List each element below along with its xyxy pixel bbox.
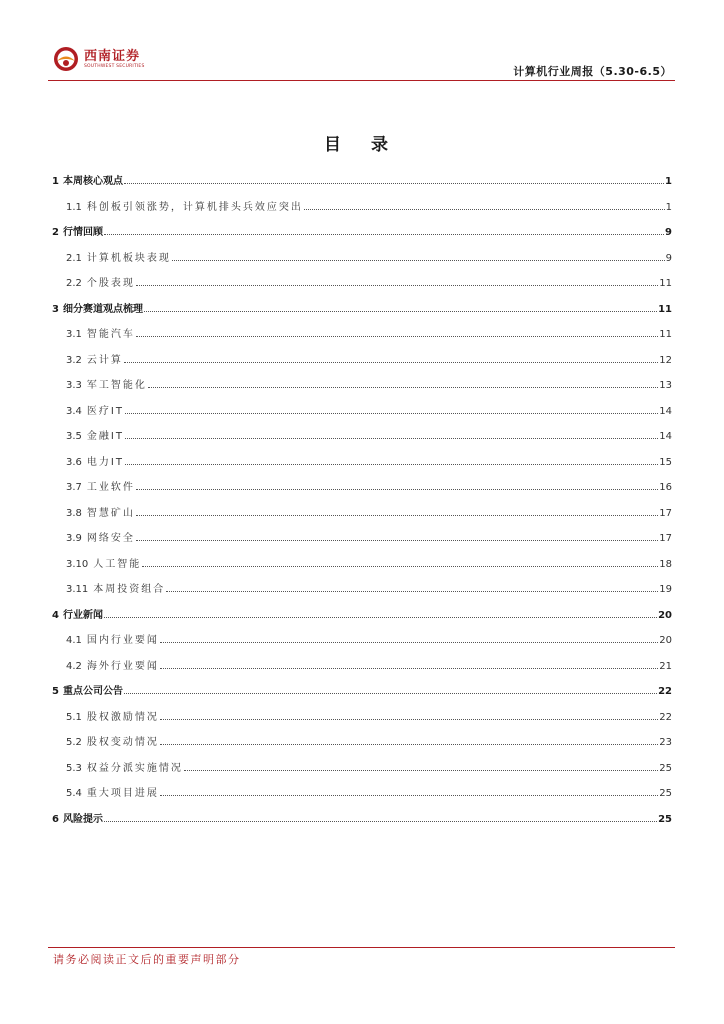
- toc-entry-number: 3.2: [66, 354, 82, 366]
- toc-entry-number: 3: [52, 303, 59, 315]
- toc-entry-number: 3.8: [66, 507, 82, 519]
- toc-entry-label: 海外行业要闻: [86, 660, 159, 672]
- toc-entry-chapter[interactable]: [52, 295, 672, 315]
- toc-entry-section[interactable]: [52, 269, 672, 289]
- toc-dot-leader: [124, 361, 658, 363]
- toc-entry-section[interactable]: [52, 626, 672, 646]
- toc-entry-page: 14: [659, 431, 672, 442]
- toc-entry-label: 医疗IT: [86, 405, 124, 417]
- toc-entry-chapter[interactable]: [52, 218, 672, 238]
- toc-entry-number: 2.2: [66, 278, 82, 289]
- toc-entry-section[interactable]: [52, 524, 672, 544]
- toc-entry-number: 1.1: [66, 201, 82, 213]
- toc-entry-page: 9: [665, 227, 672, 238]
- toc-dot-leader: [144, 310, 657, 312]
- toc-dot-leader: [125, 463, 658, 465]
- toc-entry-page: 17: [659, 507, 672, 519]
- toc-dot-leader: [160, 641, 658, 643]
- toc-entry-page: 9: [665, 252, 672, 264]
- toc-dot-leader: [136, 514, 658, 516]
- toc-entry-section[interactable]: [52, 703, 672, 723]
- toc-entry-label: 金融IT: [86, 431, 124, 442]
- toc-dot-leader: [160, 667, 658, 669]
- toc-entry-section[interactable]: [52, 397, 672, 417]
- toc-entry-section[interactable]: [52, 728, 672, 748]
- toc-entry-number: 4.2: [66, 660, 82, 672]
- toc-entry-page: 15: [659, 456, 672, 468]
- toc-entry-page: 22: [658, 686, 672, 697]
- toc-entry-number: 5.4: [66, 788, 82, 799]
- toc-dot-leader: [160, 794, 658, 796]
- toc-entry-page: 13: [659, 380, 672, 391]
- toc-entry-page: 18: [659, 558, 672, 570]
- toc-entry-section[interactable]: [52, 779, 672, 799]
- toc-entry-page: 1: [665, 176, 672, 187]
- toc-entry-label: 军工智能化: [86, 380, 147, 391]
- toc-entry-chapter[interactable]: [52, 601, 672, 621]
- toc-entry-page: 25: [659, 762, 672, 774]
- toc-entry-label: 行情回顾: [62, 227, 103, 238]
- toc-entry-number: 4: [52, 609, 59, 621]
- footer-disclaimer: 请务必阅读正文后的重要声明部分: [53, 953, 241, 966]
- logo-name-en: SOUTHWEST SECURITIES: [84, 63, 145, 69]
- toc-entry-label: 计算机板块表现: [86, 252, 171, 264]
- toc-entry-label: 国内行业要闻: [86, 635, 159, 646]
- toc-entry-number: 3.6: [66, 456, 82, 468]
- page-header: [0, 0, 724, 84]
- report-title: 计算机行业周报（5.30-6.5）: [513, 65, 672, 78]
- toc-entry-section[interactable]: [52, 652, 672, 672]
- toc-entry-page: 19: [659, 584, 672, 595]
- toc-dot-leader: [136, 335, 658, 337]
- toc-entry-section[interactable]: [52, 422, 672, 442]
- toc-entry-number: 3.11: [66, 584, 89, 595]
- toc-entry-label: 人工智能: [93, 558, 142, 570]
- toc-entry-section[interactable]: [52, 550, 672, 570]
- toc-entry-label: 个股表现: [86, 278, 135, 289]
- toc-entry-section[interactable]: [52, 371, 672, 391]
- toc-dot-leader: [172, 259, 665, 261]
- toc-entry-page: 11: [659, 278, 672, 289]
- toc-entry-page: 25: [658, 813, 672, 825]
- toc-entry-page: 21: [659, 660, 672, 672]
- toc-entry-section[interactable]: [52, 346, 672, 366]
- toc-entry-label: 工业软件: [86, 482, 135, 493]
- toc-entry-label: 云计算: [86, 354, 123, 366]
- toc-entry-label: 电力IT: [86, 456, 124, 468]
- toc-dot-leader: [304, 208, 665, 210]
- toc-dot-leader: [160, 718, 658, 720]
- header-divider: [48, 80, 675, 81]
- toc-entry-label: 股权激励情况: [86, 711, 159, 723]
- toc-entry-number: 5.2: [66, 737, 82, 748]
- footer-divider: [48, 947, 675, 948]
- toc-entry-number: 3.1: [66, 329, 82, 340]
- toc-entry-number: 3.5: [66, 431, 82, 442]
- toc-entry-number: 5.3: [66, 762, 82, 774]
- toc-dot-leader: [142, 565, 658, 567]
- toc-title: 目 录: [324, 135, 400, 155]
- toc-entry-page: 23: [659, 737, 672, 748]
- toc-entry-page: 11: [658, 303, 672, 315]
- toc-dot-leader: [160, 743, 658, 745]
- toc-entry-number: 3.4: [66, 405, 82, 417]
- toc-dot-leader: [104, 616, 657, 618]
- toc-entry-label: 重大项目进展: [86, 788, 159, 799]
- toc-entry-label: 重点公司公告: [62, 686, 123, 697]
- toc-entry-page: 11: [659, 329, 672, 340]
- toc-entry-label: 权益分派实施情况: [86, 762, 183, 774]
- toc-entry-number: 5: [52, 686, 59, 697]
- toc-dot-leader: [184, 769, 658, 771]
- toc-entry-number: 4.1: [66, 635, 82, 646]
- toc-entry-section[interactable]: [52, 754, 672, 774]
- toc-entry-page: 14: [659, 405, 672, 417]
- toc-entry-label: 本周投资组合: [93, 584, 166, 595]
- toc-entry-page: 22: [659, 711, 672, 723]
- toc-entry-label: 科创板引领涨势，计算机排头兵效应突出: [86, 201, 303, 213]
- toc-entry-chapter[interactable]: [52, 167, 672, 187]
- toc-entry-section[interactable]: [52, 244, 672, 264]
- toc-entry-section[interactable]: [52, 473, 672, 493]
- toc-entry-number: 6: [52, 813, 59, 825]
- toc-entry-chapter[interactable]: [52, 805, 672, 825]
- toc-entry-page: 16: [659, 482, 672, 493]
- toc-dot-leader: [124, 182, 664, 184]
- toc-dot-leader: [136, 539, 658, 541]
- toc-entry-section[interactable]: [52, 193, 672, 213]
- toc-entry-label: 网络安全: [86, 533, 135, 544]
- toc-entry-number: 2.1: [66, 252, 82, 264]
- toc-entry-number: 3.3: [66, 380, 82, 391]
- toc-entry-label: 行业新闻: [62, 609, 103, 621]
- toc-entry-page: 1: [665, 201, 672, 213]
- toc-entry-number: 3.10: [66, 558, 89, 570]
- toc-entry-page: 12: [659, 354, 672, 366]
- toc-dot-leader: [136, 284, 658, 286]
- toc-entry-number: 3.9: [66, 533, 82, 544]
- toc-entry-chapter[interactable]: [52, 677, 672, 697]
- toc-entry-section[interactable]: [52, 320, 672, 340]
- toc-entry-label: 股权变动情况: [86, 737, 159, 748]
- company-logo: [53, 44, 145, 74]
- toc-entry-number: 3.7: [66, 482, 82, 493]
- logo-emblem-icon: [53, 46, 79, 72]
- toc-entry-section[interactable]: [52, 499, 672, 519]
- toc-dot-leader: [104, 233, 664, 235]
- toc-entry-label: 风险提示: [62, 813, 103, 825]
- toc-entry-number: 5.1: [66, 711, 82, 723]
- toc-entry-number: 1: [52, 176, 59, 187]
- toc-entry-section[interactable]: [52, 448, 672, 468]
- toc-dot-leader: [166, 590, 658, 592]
- toc-dot-leader: [124, 692, 657, 694]
- toc-entry-page: 20: [658, 609, 672, 621]
- toc-entry-page: 17: [659, 533, 672, 544]
- toc-dot-leader: [104, 820, 657, 822]
- toc-entry-page: 20: [659, 635, 672, 646]
- toc-dot-leader: [125, 412, 658, 414]
- toc-dot-leader: [125, 437, 658, 439]
- toc-dot-leader: [148, 386, 658, 388]
- toc-entry-number: 2: [52, 227, 59, 238]
- toc-entry-label: 智慧矿山: [86, 507, 135, 519]
- toc-entry-label: 本周核心观点: [62, 176, 123, 187]
- logo-name-cn: 西南证券: [84, 48, 141, 64]
- toc-entry-page: 25: [659, 788, 672, 799]
- toc-entry-section[interactable]: [52, 575, 672, 595]
- toc-entry-label: 智能汽车: [86, 329, 135, 340]
- toc-dot-leader: [136, 488, 658, 490]
- toc-entry-label: 细分赛道观点梳理: [62, 303, 143, 315]
